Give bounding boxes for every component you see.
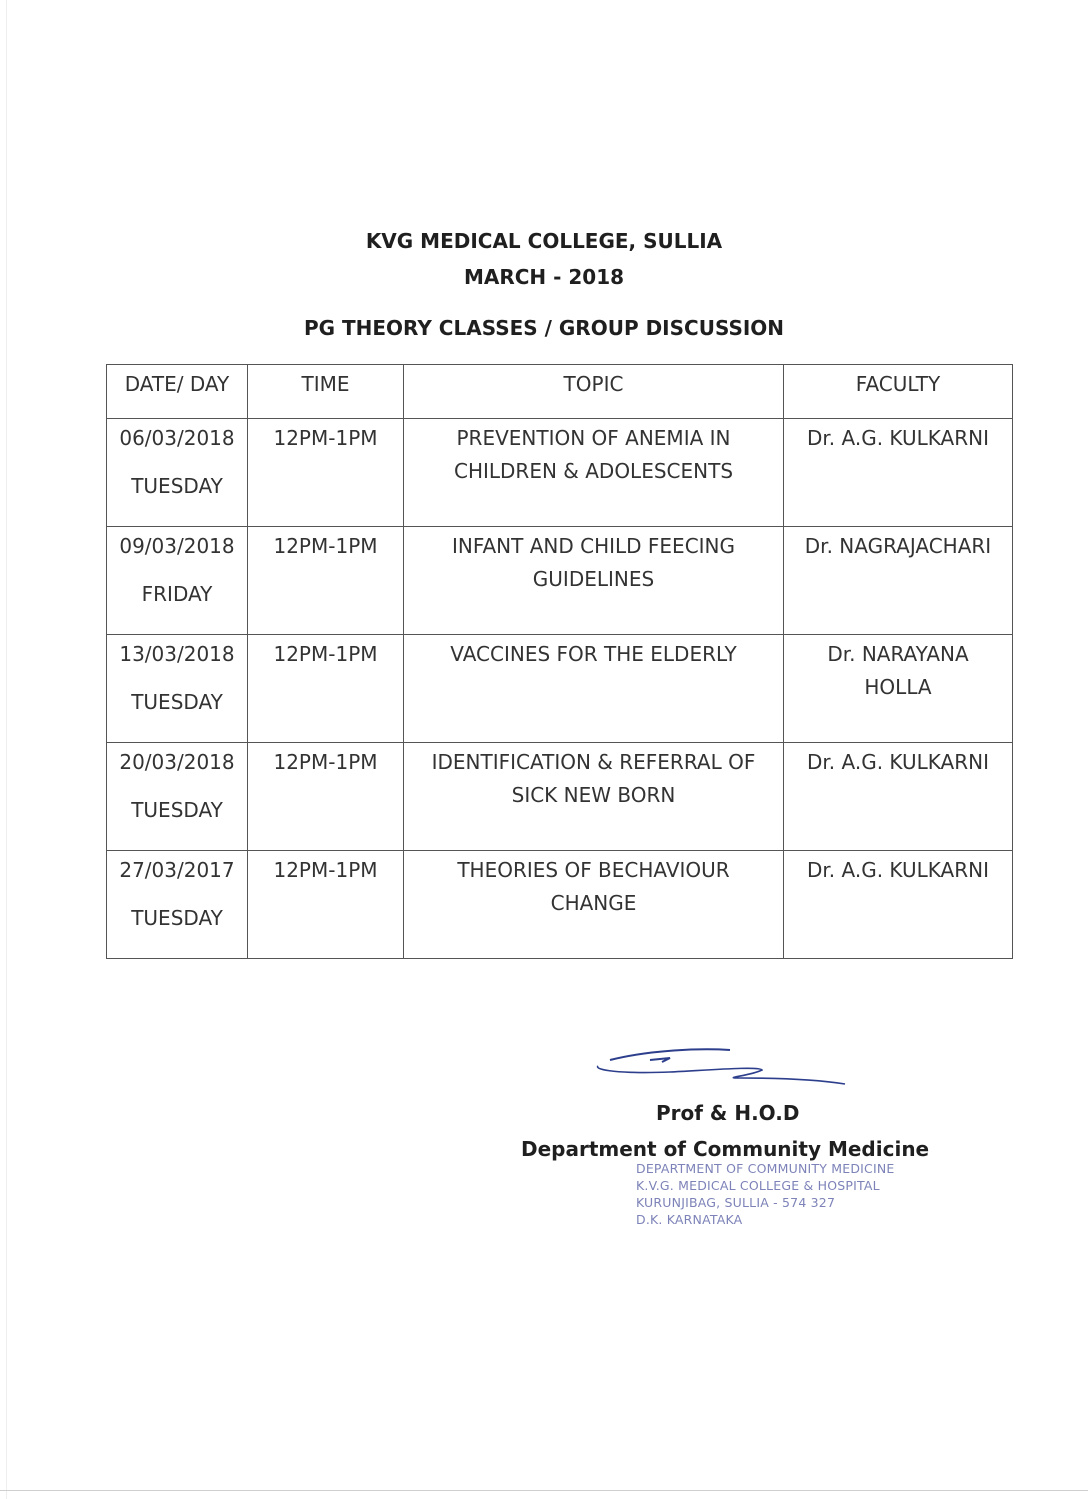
day: TUESDAY — [131, 906, 223, 930]
time-cell: 12PM-1PM — [248, 527, 404, 635]
date-day-cell — [107, 743, 248, 851]
topic-line: CHANGE — [550, 891, 637, 915]
topic-cell — [404, 635, 784, 743]
signature-scribble — [590, 1044, 850, 1090]
schedule-subtitle: PG THEORY CLASSES / GROUP DISCUSSION — [303, 316, 785, 340]
date-day-cell — [107, 635, 248, 743]
faculty-line: Dr. NARAYANA — [827, 642, 969, 666]
time-cell: 12PM-1PM — [248, 743, 404, 851]
signatory-designation: Prof & H.O.D — [656, 1101, 800, 1125]
table-row — [107, 851, 1013, 959]
day: TUESDAY — [131, 690, 223, 714]
college-title: KVG MEDICAL COLLEGE, SULLIA — [365, 229, 723, 253]
topic-cell — [404, 419, 784, 527]
col-header-time: TIME — [248, 365, 404, 419]
table-header-row — [107, 365, 1013, 419]
day: FRIDAY — [141, 582, 213, 606]
faculty-cell — [784, 419, 1013, 527]
topic-line: IDENTIFICATION & REFERRAL OF — [431, 750, 756, 774]
date-day-cell — [107, 527, 248, 635]
schedule-table — [106, 364, 1013, 959]
date-day-cell — [107, 851, 248, 959]
day: TUESDAY — [131, 798, 223, 822]
stamp-line: KURUNJIBAG, SULLIA - 574 327 — [636, 1195, 836, 1210]
topic-line: SICK NEW BORN — [511, 783, 676, 807]
stamp-line: K.V.G. MEDICAL COLLEGE & HOSPITAL — [636, 1178, 880, 1193]
time-cell: 12PM-1PM — [248, 851, 404, 959]
table-row — [107, 743, 1013, 851]
month-title: MARCH - 2018 — [463, 265, 625, 289]
date: 13/03/2018 — [119, 642, 235, 666]
page-bottom-rule — [0, 1490, 1088, 1491]
date: 06/03/2018 — [119, 426, 235, 450]
signatory-department: Department of Community Medicine — [521, 1137, 930, 1161]
time-cell: 12PM-1PM — [248, 635, 404, 743]
date: 27/03/2017 — [119, 858, 235, 882]
faculty-cell — [784, 851, 1013, 959]
topic-line: PREVENTION OF ANEMIA IN — [456, 426, 731, 450]
topic-line: INFANT AND CHILD FEECING — [451, 534, 736, 558]
day: TUESDAY — [131, 474, 223, 498]
stamp-line: D.K. KARNATAKA — [636, 1212, 743, 1227]
topic-cell — [404, 527, 784, 635]
table-row — [107, 635, 1013, 743]
faculty-line: Dr. A.G. KULKARNI — [807, 426, 989, 450]
faculty-cell — [784, 743, 1013, 851]
date-day-cell — [107, 419, 248, 527]
table-row — [107, 419, 1013, 527]
faculty-line: Dr. NAGRAJACHARI — [804, 534, 992, 558]
faculty-cell — [784, 635, 1013, 743]
date: 20/03/2018 — [119, 750, 235, 774]
topic-line: VACCINES FOR THE ELDERLY — [450, 642, 737, 666]
stamp-line: DEPARTMENT OF COMMUNITY MEDICINE — [636, 1161, 895, 1176]
col-header-date-day: DATE/ DAY — [107, 365, 248, 419]
department-stamp — [636, 1160, 895, 1228]
topic-line: THEORIES OF BECHAVIOUR — [457, 858, 730, 882]
col-header-faculty: FACULTY — [784, 365, 1013, 419]
table-row — [107, 527, 1013, 635]
topic-cell — [404, 743, 784, 851]
faculty-cell — [784, 527, 1013, 635]
time-cell: 12PM-1PM — [248, 419, 404, 527]
topic-cell — [404, 851, 784, 959]
faculty-line: HOLLA — [864, 675, 932, 699]
topic-line: GUIDELINES — [532, 567, 655, 591]
date: 09/03/2018 — [119, 534, 235, 558]
col-header-topic: TOPIC — [404, 365, 784, 419]
topic-line: CHILDREN & ADOLESCENTS — [453, 459, 734, 483]
scan-edge — [6, 0, 7, 1499]
faculty-line: Dr. A.G. KULKARNI — [807, 750, 989, 774]
faculty-line: Dr. A.G. KULKARNI — [807, 858, 989, 882]
